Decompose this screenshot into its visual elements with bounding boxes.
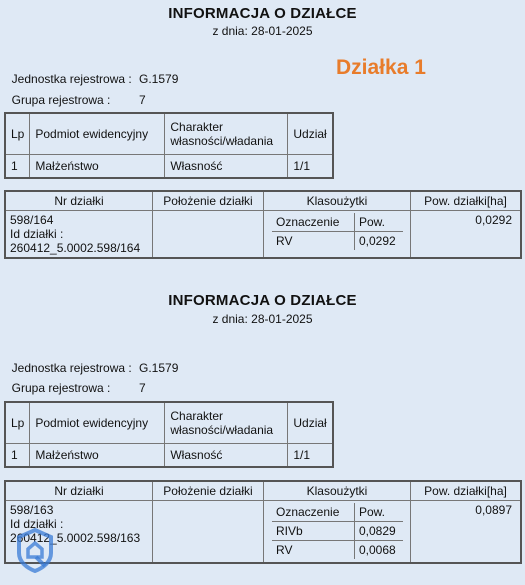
landuse-cell xyxy=(264,501,411,564)
parcel-header-location: Położenie działki xyxy=(153,191,264,211)
landuse-area: 0,0292 xyxy=(359,234,396,248)
owner-header-ownership: Charakter własności/władania xyxy=(165,402,288,444)
parcel-id-label: Id działki : xyxy=(10,227,64,241)
owner-header-share: Udział xyxy=(288,113,333,155)
page-title: INFORMACJA O DZIAŁCE xyxy=(168,292,357,309)
landuse-header-code: Oznaczenie xyxy=(272,503,355,522)
report-date: z dnia: 28-01-2025 xyxy=(212,312,313,326)
parcel-number-cell xyxy=(5,211,153,259)
owner-cell-subject: Małżeństwo xyxy=(30,155,165,179)
owner-table xyxy=(4,401,334,468)
parcel-location xyxy=(153,501,264,564)
registry-unit-label: Jednostka rejestrowa : xyxy=(11,361,132,375)
owner-cell-lp: 1 xyxy=(5,444,30,468)
parcel-id-label: Id działki : xyxy=(10,517,64,531)
registry-group-value: 7 xyxy=(139,381,146,395)
landuse-table xyxy=(272,503,403,559)
parcel-area: 0,0897 xyxy=(411,501,522,564)
registry-group-label: Grupa rejestrowa : xyxy=(11,381,111,395)
parcel-header-area: Pow. działki[ha] xyxy=(411,191,522,211)
owner-table xyxy=(4,112,334,179)
landuse-area: 0,0829 xyxy=(355,522,404,541)
registry-group-label: Grupa rejestrowa : xyxy=(11,93,111,107)
landuse-header-code: Oznaczenie xyxy=(272,213,355,232)
landuse-code: RV xyxy=(272,232,355,251)
owner-header-subject: Podmiot ewidencyjny xyxy=(30,113,165,155)
parcel-header-number: Nr działki xyxy=(5,481,153,501)
parcel-tag: Działka 1 xyxy=(336,56,426,79)
parcel-number: 598/164 xyxy=(10,213,54,227)
parcel-header-number: Nr działki xyxy=(5,191,153,211)
parcel-header-area: Pow. działki[ha] xyxy=(411,481,522,501)
registry-unit-label: Jednostka rejestrowa : xyxy=(11,72,132,86)
landuse-header-area: Pow. xyxy=(355,503,404,522)
landuse-code: RIVb xyxy=(272,522,355,541)
parcel-number: 598/163 xyxy=(10,503,54,517)
registry-group-value: 7 xyxy=(139,93,146,107)
shield-logo-icon xyxy=(14,527,56,573)
owner-cell-subject: Małżeństwo xyxy=(30,444,165,468)
owner-header-subject: Podmiot ewidencyjny xyxy=(30,402,165,444)
parcel-table xyxy=(4,190,522,259)
owner-cell-share: 1/1 xyxy=(288,444,333,468)
owner-header-lp: Lp xyxy=(5,402,30,444)
parcel-header-location: Położenie działki xyxy=(153,481,264,501)
page-title: INFORMACJA O DZIAŁCE xyxy=(168,5,357,22)
landuse-header-area: Pow. xyxy=(355,213,404,232)
landuse-code: RV xyxy=(272,541,355,560)
parcel-header-landuse: Klasoużytki xyxy=(264,191,411,211)
parcel-location xyxy=(153,211,264,259)
owner-header-share: Udział xyxy=(288,402,333,444)
landuse-cell xyxy=(264,211,411,259)
parcel-id: 260412_5.0002.598/163 xyxy=(10,531,141,545)
registry-unit-value: G.1579 xyxy=(139,361,179,375)
owner-cell-share: 1/1 xyxy=(288,155,333,179)
parcel-table xyxy=(4,480,522,564)
parcel-area: 0,0292 xyxy=(411,211,522,259)
landuse-area: 0,0068 xyxy=(359,543,396,557)
owner-header-ownership: Charakter własności/władania xyxy=(165,113,288,155)
owner-header-lp: Lp xyxy=(5,113,30,155)
registry-unit-value: G.1579 xyxy=(139,72,179,86)
owner-cell-lp: 1 xyxy=(5,155,30,179)
landuse-table xyxy=(272,213,403,250)
report-date: z dnia: 28-01-2025 xyxy=(212,24,313,38)
parcel-header-landuse: Klasoużytki xyxy=(264,481,411,501)
owner-cell-ownership: Własność xyxy=(165,444,288,468)
parcel-id: 260412_5.0002.598/164 xyxy=(10,241,141,255)
owner-cell-ownership: Własność xyxy=(165,155,288,179)
